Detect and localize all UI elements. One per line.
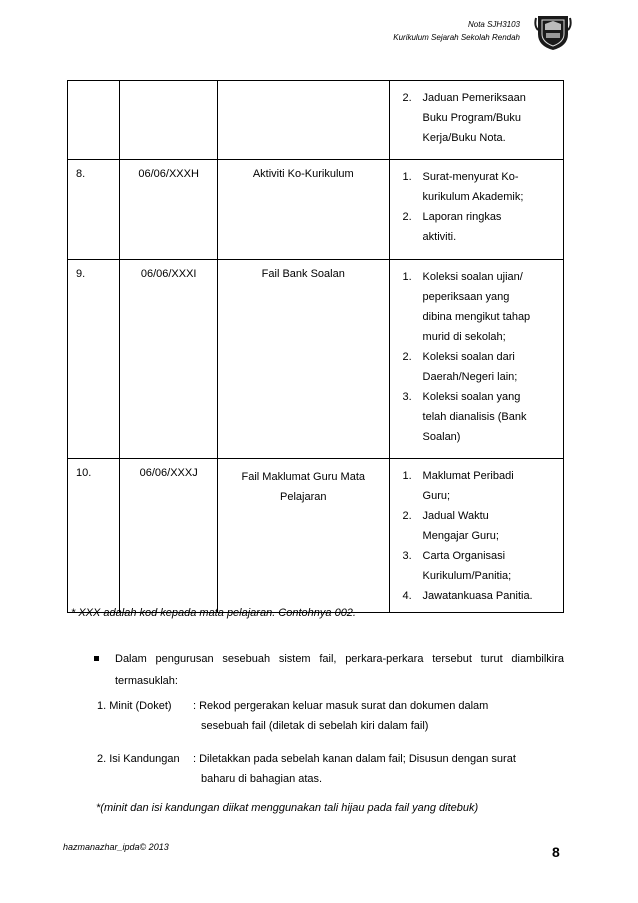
list-item-line: kurikulum Akademik; xyxy=(422,191,524,203)
list-item xyxy=(398,347,560,387)
list-item-line: Surat-menyurat Ko- xyxy=(422,171,519,183)
list-item-line: Koleksi soalan dari xyxy=(422,351,515,363)
definition-desc: : Rekod pergerakan keluar masuk surat dan dokumen dalam sesebuah fail (diletak di sebelah kiri dalam fail) xyxy=(193,700,489,732)
file-code-cell xyxy=(120,81,218,160)
file-title-cell xyxy=(217,459,389,613)
list-item-line: Jaduan Pemeriksaan xyxy=(422,92,526,104)
table-row xyxy=(68,160,564,260)
list-item-number: 2. xyxy=(402,351,412,363)
file-title-cell xyxy=(217,260,389,459)
table-row xyxy=(68,81,564,160)
list-item xyxy=(398,267,560,347)
file-title-line: Pelajaran xyxy=(280,491,327,503)
file-title-line: Fail Maklumat Guru Mata xyxy=(241,471,365,483)
page-header xyxy=(393,18,520,44)
file-number-cell: 8. xyxy=(68,160,120,260)
definition-label: 1. Minit (Doket) xyxy=(97,700,172,712)
bullet-paragraph xyxy=(96,648,564,692)
list-item-line: telah dianalisis (Bank xyxy=(422,411,527,423)
list-item-line: Laporan ringkas xyxy=(422,211,502,223)
definition-desc: : Diletakkan pada sebelah kanan dalam fail; Disusun dengan surat baharu di bahagian atas. xyxy=(193,753,516,785)
code-footnote: * XXX adalah kod kepada mata pelajaran. Contohnya 002. xyxy=(71,607,356,619)
bullet-text: Dalam pengurusan sesebuah sistem fail, perkara-perkara tersebut turut diambilkira termasuklah: xyxy=(115,653,564,687)
file-contents-cell xyxy=(389,260,563,459)
list-item-line: murid di sekolah; xyxy=(422,331,506,343)
list-item-number: 4. xyxy=(402,590,412,602)
square-bullet-icon xyxy=(94,656,99,661)
list-item-line: Daerah/Negeri lain; xyxy=(422,371,518,383)
list-item-line: Buku Program/Buku xyxy=(422,112,521,124)
list-item xyxy=(398,506,560,546)
institution-crest-icon xyxy=(534,12,572,52)
list-item-line: Kerja/Buku Nota. xyxy=(422,132,506,144)
file-title-cell xyxy=(217,160,389,260)
file-title-line: Aktiviti Ko-Kurikulum xyxy=(252,168,354,180)
list-item-line: Mengajar Guru; xyxy=(422,530,499,542)
list-item-number: 2. xyxy=(402,211,412,223)
page-number: 8 xyxy=(552,844,560,860)
course-title: Kurikulum Sejarah Sekolah Rendah xyxy=(393,33,520,42)
list-item-number: 1. xyxy=(402,271,412,283)
list-item-number: 2. xyxy=(402,510,412,522)
file-code-cell: 06/06/XXXJ xyxy=(120,459,218,613)
list-item-line: Jadual Waktu xyxy=(422,510,489,522)
file-title-line: Fail Bank Soalan xyxy=(261,268,345,280)
list-item xyxy=(398,466,560,506)
file-index-table xyxy=(67,80,564,613)
footer-author: hazmanazhar_ipda© 2013 xyxy=(63,842,169,852)
list-item-number: 1. xyxy=(402,171,412,183)
list-item-number: 1. xyxy=(402,470,412,482)
list-item-line: Koleksi soalan ujian/ xyxy=(422,271,523,283)
list-item-line: Guru; xyxy=(422,490,451,502)
file-title-cell xyxy=(217,81,389,160)
file-code-cell: 06/06/XXXI xyxy=(120,260,218,459)
list-item xyxy=(398,88,560,148)
list-item-number: 3. xyxy=(402,391,412,403)
list-item-line: aktiviti. xyxy=(422,231,457,243)
table-row xyxy=(68,260,564,459)
table-row xyxy=(68,459,564,613)
binding-note: *(minit dan isi kandungan diikat menggunakan tali hijau pada fail yang ditebuk) xyxy=(96,802,479,814)
list-item-line: peperiksaan yang xyxy=(422,291,510,303)
list-item-line: Koleksi soalan yang xyxy=(422,391,521,403)
list-item-line: Kurikulum/Panitia; xyxy=(422,570,512,582)
list-item-line: Carta Organisasi xyxy=(422,550,506,562)
list-item-line: Maklumat Peribadi xyxy=(422,470,514,482)
file-number-cell xyxy=(68,81,120,160)
file-contents-cell xyxy=(389,160,563,260)
definition-label: 2. Isi Kandungan xyxy=(97,753,180,765)
file-contents-cell xyxy=(389,459,563,613)
list-item xyxy=(398,387,560,447)
list-item xyxy=(398,586,560,606)
file-number-cell: 10. xyxy=(68,459,120,613)
list-item-line: Soalan) xyxy=(422,431,461,443)
list-item-line: dibina mengikut tahap xyxy=(422,311,531,323)
file-contents-cell xyxy=(389,81,563,160)
list-item xyxy=(398,167,560,207)
list-item xyxy=(398,207,560,247)
file-number-cell: 9. xyxy=(68,260,120,459)
list-item-number: 2. xyxy=(402,92,412,104)
list-item-line: Jawatankuasa Panitia. xyxy=(422,590,533,602)
list-item xyxy=(398,546,560,586)
course-code: Nota SJH3103 xyxy=(467,20,520,29)
list-item-number: 3. xyxy=(402,550,412,562)
file-code-cell: 06/06/XXXH xyxy=(120,160,218,260)
